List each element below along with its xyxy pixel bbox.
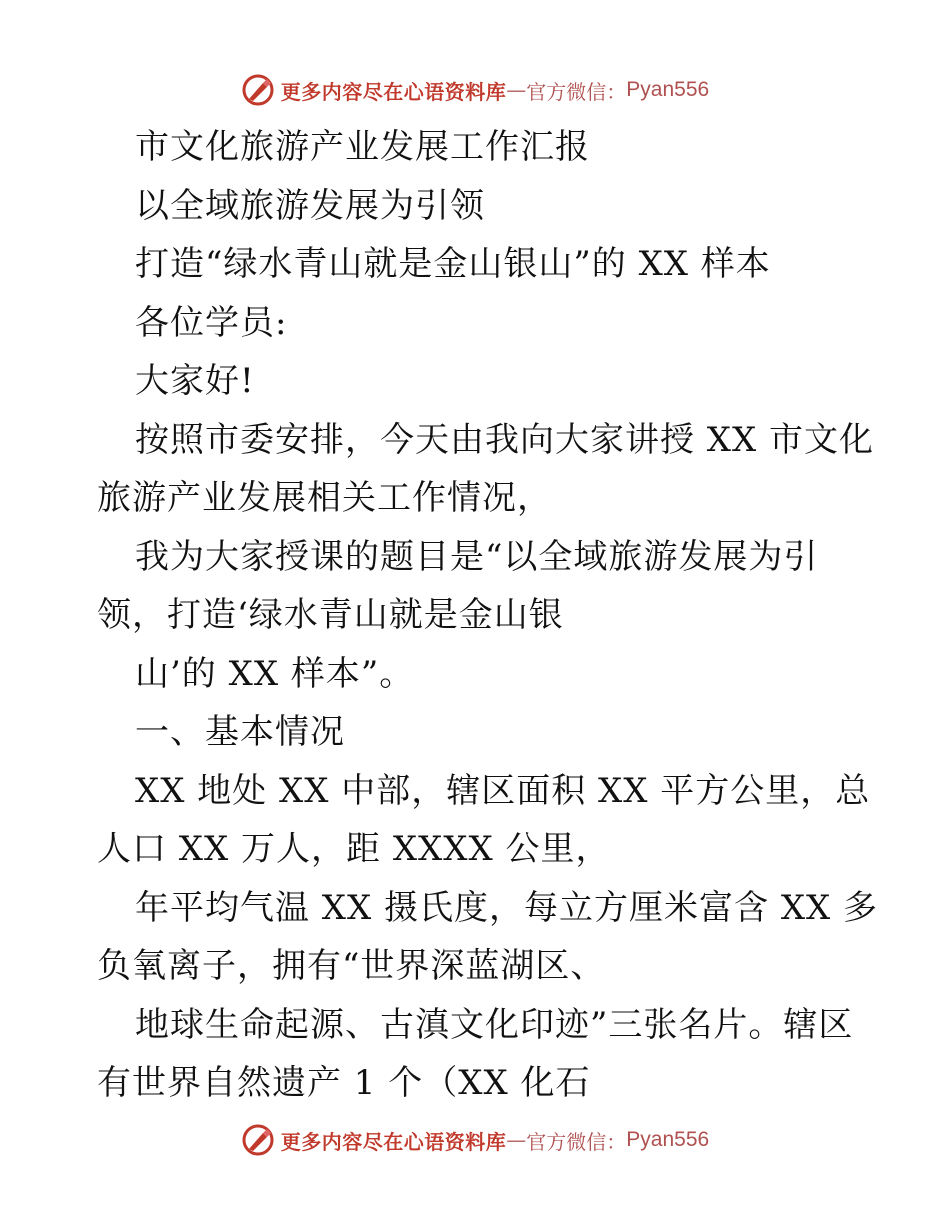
paragraph-line: 山’的 XX 样本”。 [135,653,415,694]
paragraph-line: 旅游产业发展相关工作情况， [97,478,552,518]
banner-dash: — [506,1128,527,1152]
footer-watermark [0,1120,950,1160]
pen-logo-icon [241,73,275,107]
banner-text: 更多内容尽在心语资料库 [280,79,507,104]
greeting-2: 大家好! [135,361,255,401]
doc-title: 市文化旅游产业发展工作汇报 [135,127,590,167]
pen-logo-icon [241,1123,275,1157]
paragraph-line: 我为大家授课的题目是“以全域旅游发展为引 [135,536,819,577]
section-heading: 一、基本情况 [135,712,345,752]
banner-wechat-label: 官方微信： [526,79,627,104]
paragraph-line: 领，打造‘绿水青山就是金山银 [97,595,564,635]
banner-dash: — [506,78,527,102]
banner-handle: Pyan556 [626,78,710,101]
doc-subtitle: 以全域旅游发展为引领 [135,185,485,226]
paragraph-line: 年平均气温 XX 摄氏度，每立方厘米富含 XX 多 [135,887,879,928]
banner-handle: Pyan556 [626,1128,710,1151]
greeting: 各位学员: [135,302,288,343]
doc-subtitle-2: 打造“绿水青山就是金山银山”的 XX 样本 [135,244,771,284]
paragraph-line: XX 地处 XX 中部，辖区面积 XX 平方公里，总 [135,770,871,811]
header-watermark [0,70,950,110]
paragraph-line: 地球生命起源、古滇文化印迹”三张名片。辖区 [135,1004,854,1045]
banner-text: 更多内容尽在心语资料库 [280,1129,507,1154]
banner-wechat-label: 官方微信： [526,1129,627,1154]
paragraph-line: 人口 XX 万人，距 XXXX 公里， [97,829,611,869]
paragraph-line: 有世界自然遗产 1 个（XX 化石 [97,1063,591,1103]
document-body [97,118,879,1113]
paragraph-line: 负氧离子，拥有“世界深蓝湖区、 [97,946,606,986]
paragraph-line: 按照市委安排，今天由我向大家讲授 XX 市文化 [135,419,875,460]
